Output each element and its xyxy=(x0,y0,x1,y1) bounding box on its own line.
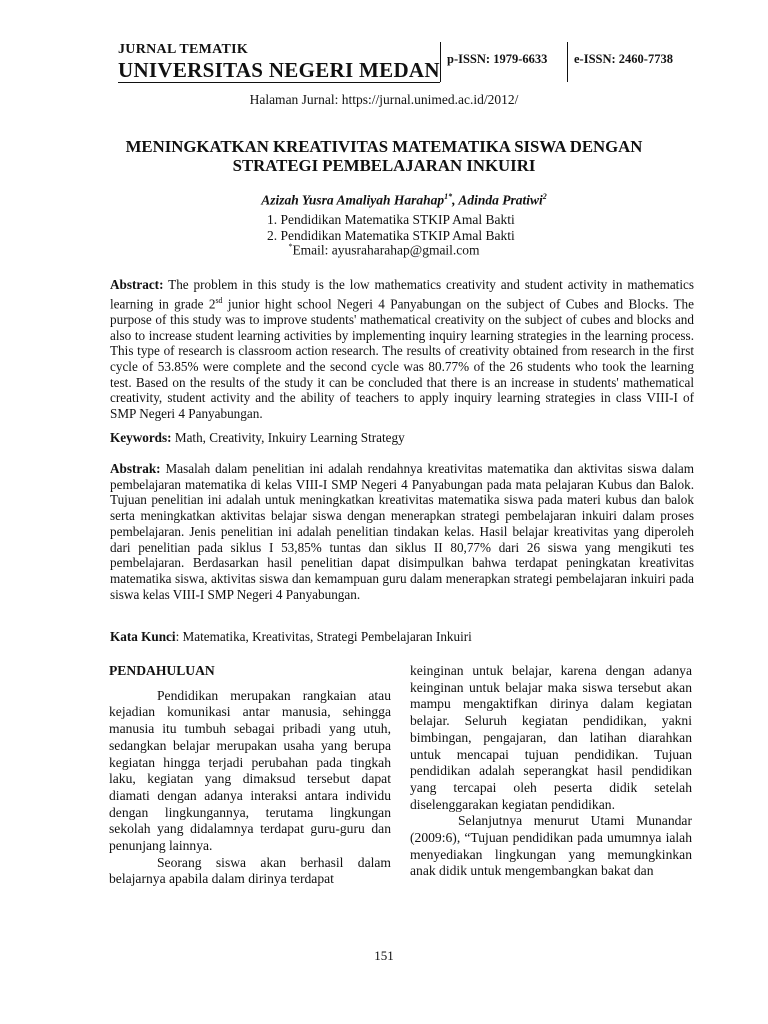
body-paragraph: Selanjutnya menurut Utami Munandar (2009:6), “Tujuan pendidikan pada umumnya ialah menyediakan lingkungan yang memungkinkan anak didik untuk mengembangkan bakat dan xyxy=(410,813,692,879)
keywords-label: Keywords: xyxy=(110,430,172,445)
body-column-right xyxy=(410,663,692,880)
kata-kunci-label: Kata Kunci xyxy=(110,629,176,644)
body-paragraph: Pendidikan merupakan rangkaian atau kejadian komunikasi antar manusia, sehingga manusia itu tumbuh sebagai pribadi yang utuh, sedangkan belajar merupakan usaha yang berupa kegiatan hingga terjadi perubahan pada tingkah laku, kegiatan yang dimaksud tersebut dapat diamati dengan adanya interaksi antara individu dengan lingkungannya, terutama lingkungan sekolah yang didalamnya terdapat guru-guru dan penunjang lainnya. xyxy=(109,687,391,854)
header-divider xyxy=(567,42,568,82)
author-affiliation-mark: 2 xyxy=(542,192,547,201)
corresponding-email xyxy=(0,242,768,259)
corresponding-mark: * xyxy=(288,242,293,251)
e-issn: e-ISSN: 2460-7738 xyxy=(574,52,673,66)
affiliation: 2. Pendidikan Matematika STKIP Amal Bakti xyxy=(267,228,515,243)
body-paragraph: Seorang siswa akan berhasil dalam belajarnya apabila dalam dirinya terdapat xyxy=(109,854,391,887)
keywords xyxy=(110,430,694,446)
article-title xyxy=(100,137,668,175)
title-line: MENINGKATKAN KREATIVITAS MATEMATIKA SISWA DENGAN xyxy=(125,137,643,156)
author-separator: , xyxy=(452,192,459,208)
author-name: Adinda Pratiwi xyxy=(458,192,543,208)
abstract-text: junior hight school Negeri 4 Panyabungan on the subject of Cubes and Blocks. The purpose of this study was to improve students' mathematical creativity on the subject of cubes and blocks and also to increase student learning activities by implementing inquiry learning strategies in the learning process. This type of research is classroom action research. The results of creativity obtained from research in the first cycle of 53.85% were complete and the second cycle was 80.77% of the 26 students who took the learning test. Based on the results of the study it can be concluded that there is an increase in students' mathematical creativity, student activity and the ability of teachers to apply inquiry learning strategies in class VIII-I of SMP Negeri 4 Panyabungan. xyxy=(110,296,694,422)
page-number: 151 xyxy=(374,948,394,963)
abstract-text: The problem in this study is the low mathematics creativity and student activity in mathematics learning in grade 2 xyxy=(110,277,694,312)
journal-name: JURNAL TEMATIK xyxy=(118,42,249,57)
abstrak-label: Abstrak: xyxy=(110,461,161,476)
body-paragraph: keinginan untuk belajar, karena dengan adanya keinginan untuk belajar maka siswa tersebut akan mampu mengaktifkan dirinya dalam kegiatan belajar. Seluruh kegiatan pendidikan, yakni bimbingan, pengajaran, dan latihan diarahkan untuk mencapai tujuan pendidikan. Tujuan pendidikan adalah seperangkat hasil pendidikan yang tercapai oleh peserta didik setelah diselenggarakan kegiatan pendidikan. xyxy=(410,663,692,812)
journal-header xyxy=(118,42,438,82)
abstrak-text: Masalah dalam penelitian ini adalah rendahnya kreativitas matematika dan aktivitas siswa dalam pembelajaran matematika di kelas VIII-I SMP Negeri 4 Panyabungan pada mata pelajaran Kubus dan Balok. Tujuan penelitian ini adalah untuk meningkatkan kreativitas matematika siswa pada materi kubus dan balok serta meningkatkan aktivitas belajar siswa dengan menerapkan strategi pembelajaran inkuiri dalam proses pembelajaran. Jenis penelitian ini adalah penelitian tindakan kelas. Hasil belajar kreativitas yang diperoleh dari penelitian pada siklus I 53,85% tuntas dan siklus II 80,77% dari 26 siswa yang mengikuti tes pembelajaran. Berdasarkan hasil penelitian dapat disimpulkan bahwa terdapat peningkatan kreativitas matematika siswa, aktivitas siswa dan kemampuan guru dalam menerapkan strategi pembelajaran inkuiri pada siswa kelas VIII-I SMP Negeri 4 Panyabungan. xyxy=(110,461,694,602)
abstract-label: Abstract: xyxy=(110,277,164,292)
university-name: UNIVERSITAS NEGERI MEDAN xyxy=(118,58,440,82)
affiliation: 1. Pendidikan Matematika STKIP Amal Bakti xyxy=(267,212,515,227)
journal-url: Halaman Jurnal: https://jurnal.unimed.ac.id/2012/ xyxy=(249,92,519,107)
p-issn: p-ISSN: 1979-6633 xyxy=(447,52,548,66)
author-affiliation-mark: 1* xyxy=(444,192,453,201)
abstract-indonesian xyxy=(110,461,694,602)
kata-kunci xyxy=(110,629,694,645)
author-name: Azizah Yusra Amaliyah Harahap xyxy=(261,192,445,208)
ordinal-suffix: sd xyxy=(215,295,223,305)
email-text: Email: ayusraharahap@gmail.com xyxy=(292,242,480,258)
keywords-text: Math, Creativity, Inkuiry Learning Strategy xyxy=(171,430,405,445)
kata-kunci-text: : Matematika, Kreativitas, Strategi Pembelajaran Inkuiri xyxy=(175,629,472,644)
abstract-english xyxy=(110,277,694,422)
section-heading: PENDAHULUAN xyxy=(109,663,215,678)
header-divider xyxy=(440,42,441,82)
author-line xyxy=(0,192,768,209)
title-line: STRATEGI PEMBELAJARAN INKUIRI xyxy=(232,156,536,175)
header-rule xyxy=(118,82,440,83)
body-column-left xyxy=(109,663,391,888)
